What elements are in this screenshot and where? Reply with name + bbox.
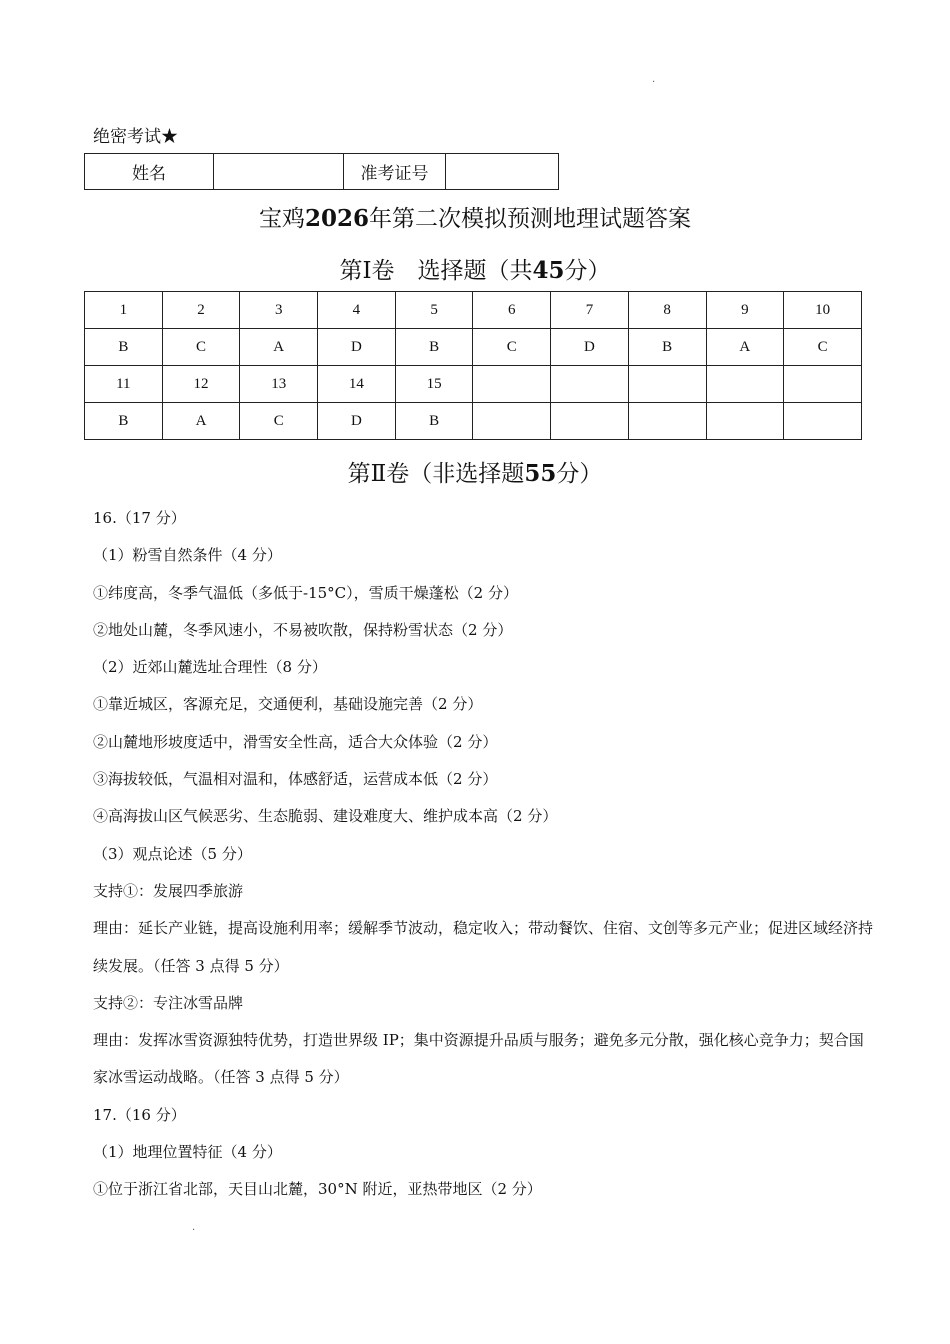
question-number <box>551 366 629 403</box>
name-label: 姓名 <box>85 154 214 190</box>
answer-point: ①纬度高，冬季气温低（多低于-15°C），雪质干燥蓬松（2 分） <box>93 583 518 602</box>
secret-label: 绝密考试★ <box>93 127 178 147</box>
answer-cell <box>628 403 706 440</box>
answer-cell: C <box>473 329 551 366</box>
question-number: 12 <box>162 366 240 403</box>
table-row <box>85 403 862 440</box>
title-prefix: 宝鸡 <box>258 206 305 232</box>
question-number: 14 <box>318 366 396 403</box>
question-number <box>473 366 551 403</box>
table-row <box>85 366 862 403</box>
answer-cell: A <box>706 329 784 366</box>
answer-cell: A <box>162 403 240 440</box>
question-number: 9 <box>706 292 784 329</box>
question-number: 5 <box>395 292 473 329</box>
name-field[interactable] <box>214 154 344 190</box>
answer-cell: B <box>85 329 163 366</box>
answer-point: ④高海拔山区气候恶劣、生态脆弱、建设难度大、维护成本高（2 分） <box>93 807 558 826</box>
section-2-score: 55 <box>524 460 557 487</box>
title-suffix: 年第二次模拟预测地理试题答案 <box>369 206 691 232</box>
question-number <box>784 366 862 403</box>
question-number: 2 <box>162 292 240 329</box>
section-1-score: 45 <box>532 257 565 284</box>
answer-cell: D <box>551 329 629 366</box>
answer-cell: D <box>318 329 396 366</box>
question-heading: 16.（17 分） <box>93 509 186 527</box>
scan-dot: . <box>652 74 656 85</box>
table-row <box>85 292 862 329</box>
answer-cell: A <box>240 329 318 366</box>
answer-cell: B <box>395 403 473 440</box>
answer-point: ②山麓地形坡度适中，滑雪安全性高，适合大众体验（2 分） <box>93 732 498 751</box>
section-2-prefix: 第Ⅱ卷（非选择题 <box>347 461 525 487</box>
answer-cell: B <box>395 329 473 366</box>
answer-cell: D <box>318 403 396 440</box>
question-number: 3 <box>240 292 318 329</box>
section-2-heading <box>0 455 950 488</box>
answer-content <box>93 500 878 1209</box>
question-number: 7 <box>551 292 629 329</box>
answer-point: 支持①：发展四季旅游 <box>93 881 244 900</box>
question-number: 15 <box>395 366 473 403</box>
exam-id-field[interactable] <box>446 154 559 190</box>
answer-cell: B <box>85 403 163 440</box>
question-number: 11 <box>85 366 163 403</box>
section-1-heading <box>0 252 950 285</box>
answer-cell <box>551 403 629 440</box>
answer-cell: C <box>784 329 862 366</box>
candidate-info-table <box>84 153 559 190</box>
answer-point: ③海拔较低，气温相对温和，体感舒适，运营成本低（2 分） <box>93 770 498 789</box>
question-number: 10 <box>784 292 862 329</box>
question-number <box>628 366 706 403</box>
answer-cell <box>784 403 862 440</box>
answer-point: ①靠近城区，客源充足，交通便利，基础设施完善（2 分） <box>93 695 483 714</box>
section-1-suffix: 分） <box>564 258 611 284</box>
sub-question-heading: （1）地理位置特征（4 分） <box>93 1143 282 1162</box>
answer-cell: B <box>628 329 706 366</box>
answer-key-table <box>84 291 862 440</box>
question-number <box>706 366 784 403</box>
question-number: 1 <box>85 292 163 329</box>
table-row <box>85 329 862 366</box>
answer-point: 理由：发挥冰雪资源独特优势，打造世界级 IP；集中资源提升品质与服务；避免多元分散，强化核心竞争力；契合国家冰雪运动战略。（任答 3 点得 5 分） <box>93 1031 864 1087</box>
page-title <box>0 200 950 233</box>
question-number: 6 <box>473 292 551 329</box>
sub-question-heading: （3）观点论述（5 分） <box>93 844 252 863</box>
question-number: 8 <box>628 292 706 329</box>
section-2-suffix: 分） <box>556 461 603 487</box>
sub-question-heading: （1）粉雪自然条件（4 分） <box>93 546 282 565</box>
title-year: 2026 <box>304 205 369 232</box>
section-1-prefix: 第Ⅰ卷 选择题（共 <box>339 258 533 284</box>
answer-point: ①位于浙江省北部，天目山北麓，30°N 附近，亚热带地区（2 分） <box>93 1180 542 1199</box>
answer-point: ②地处山麓，冬季风速小，不易被吹散，保持粉雪状态（2 分） <box>93 620 513 639</box>
answer-cell <box>706 403 784 440</box>
exam-id-label: 准考证号 <box>344 154 446 190</box>
answer-cell: C <box>162 329 240 366</box>
answer-cell <box>473 403 551 440</box>
question-number: 13 <box>240 366 318 403</box>
question-number: 4 <box>318 292 396 329</box>
answer-point: 理由：延长产业链，提高设施利用率；缓解季节波动，稳定收入；带动餐饮、住宿、文创等多元产业；促进区域经济持续发展。（任答 3 点得 5 分） <box>93 919 874 975</box>
scan-dot: . <box>192 1222 196 1233</box>
sub-question-heading: （2）近郊山麓选址合理性（8 分） <box>93 658 327 677</box>
answer-cell: C <box>240 403 318 440</box>
answer-point: 支持②：专注冰雪品牌 <box>93 993 244 1012</box>
question-heading: 17.（16 分） <box>93 1105 186 1124</box>
